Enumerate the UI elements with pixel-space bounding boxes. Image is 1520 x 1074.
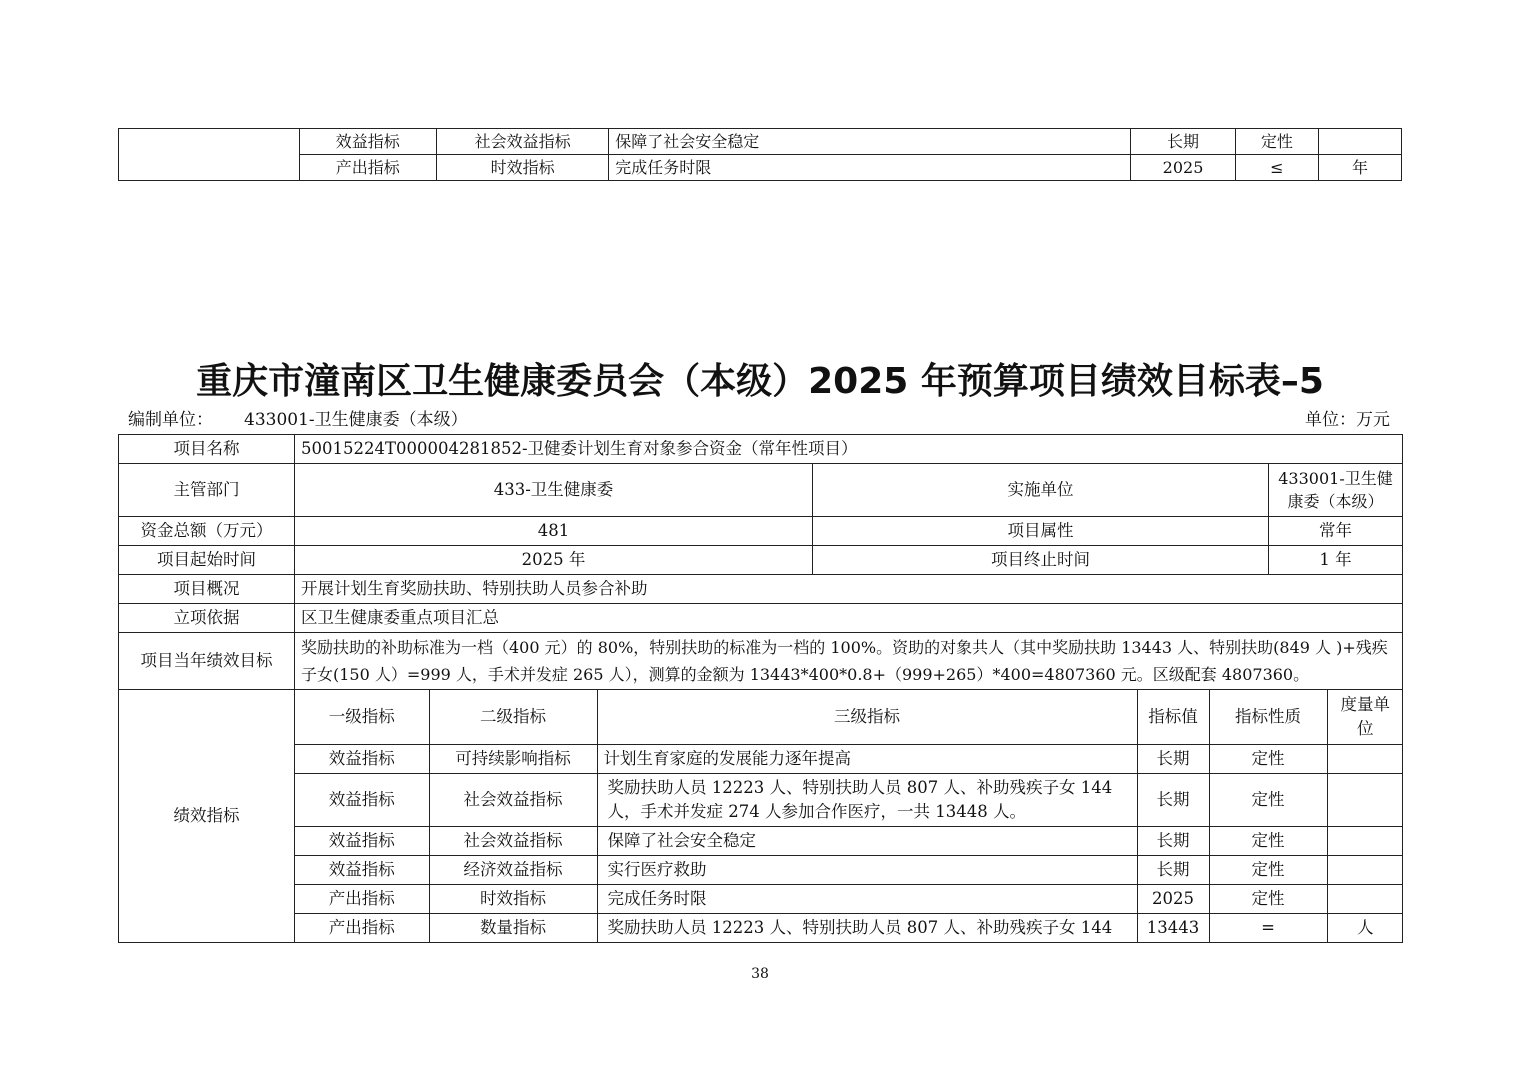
table-cell: 长期 — [1137, 827, 1209, 856]
table-cell — [1327, 745, 1403, 774]
table-cell: 定性 — [1235, 129, 1318, 155]
start-value: 2025 年 — [295, 546, 813, 575]
empty-cell — [119, 129, 300, 181]
table-cell: 产出指标 — [295, 885, 429, 914]
table-row — [119, 464, 1403, 517]
table-cell: 时效指标 — [429, 885, 597, 914]
table-cell: 产出指标 — [299, 155, 436, 181]
table-cell: 人 — [1327, 914, 1403, 943]
overview-label: 项目概况 — [119, 575, 295, 604]
table-cell: 完成任务时限 — [597, 885, 1137, 914]
table-cell: 产出指标 — [295, 914, 429, 943]
end-value: 1 年 — [1269, 546, 1403, 575]
table-cell: 定性 — [1209, 745, 1327, 774]
table-cell: ≤ — [1235, 155, 1318, 181]
table-row — [295, 885, 1403, 914]
table-row — [295, 914, 1403, 943]
table-cell: 定性 — [1209, 856, 1327, 885]
table-cell: 效益指标 — [295, 856, 429, 885]
table-cell: 定性 — [1209, 885, 1327, 914]
funds-value: 481 — [295, 517, 813, 546]
indicator-header-row — [295, 690, 1403, 745]
table-cell: 完成任务时限 — [609, 155, 1131, 181]
table-cell: 经济效益指标 — [429, 856, 597, 885]
meta-row — [128, 408, 1390, 432]
table-row — [295, 745, 1403, 774]
table-row — [295, 827, 1403, 856]
table-cell: 可持续影响指标 — [429, 745, 597, 774]
table-row — [119, 690, 1403, 943]
header-level3: 三级指标 — [597, 690, 1137, 745]
table-row — [119, 546, 1403, 575]
indicator-table — [295, 690, 1403, 942]
end-label: 项目终止时间 — [813, 546, 1269, 575]
continued-indicator-table — [118, 128, 1402, 181]
table-cell: 长期 — [1137, 774, 1209, 827]
table-cell: 年 — [1318, 155, 1401, 181]
currency-unit: 单位：万元 — [1305, 410, 1390, 430]
goal-value: 奖励扶助的补助标准为一档（400 元）的 80%，特别扶助的标准为一档的 100%。资助的对象共人（其中奖励扶助 13443 人、特别扶助(849 人 )+残疾子女(150 人）=999 人，手术并发症 265 人），测算的金额为 13443*400*0.8+（999+265）*400=4807360 元。区级配套 4807360。 — [295, 633, 1403, 690]
table-row — [119, 155, 1402, 181]
table-cell: 长期 — [1137, 856, 1209, 885]
table-cell: 效益指标 — [295, 745, 429, 774]
table-cell: 实行医疗救助 — [597, 856, 1137, 885]
impl-value: 433001-卫生健康委（本级） — [1269, 464, 1403, 517]
basis-label: 立项依据 — [119, 604, 295, 633]
table-cell: 13443 — [1137, 914, 1209, 943]
dept-value: 433-卫生健康委 — [295, 464, 813, 517]
table-row — [119, 435, 1403, 464]
table-cell: 社会效益指标 — [429, 827, 597, 856]
header-level1: 一级指标 — [295, 690, 429, 745]
table-cell: 社会效益指标 — [436, 129, 608, 155]
table-cell — [1327, 827, 1403, 856]
table-row — [119, 604, 1403, 633]
project-name-label: 项目名称 — [119, 435, 295, 464]
project-name-value: 50015224T000004281852-卫健委计划生育对象参合资金（常年性项目） — [295, 435, 1403, 464]
project-table — [118, 434, 1403, 943]
table-cell: 计划生育家庭的发展能力逐年提高 — [597, 745, 1137, 774]
table-cell: = — [1209, 914, 1327, 943]
table-cell: 长期 — [1137, 745, 1209, 774]
table-cell: 效益指标 — [299, 129, 436, 155]
table-cell: 社会效益指标 — [429, 774, 597, 827]
table-cell — [1327, 856, 1403, 885]
header-nature: 指标性质 — [1209, 690, 1327, 745]
table-cell — [1327, 774, 1403, 827]
compiling-unit-label: 编制单位： — [128, 410, 213, 430]
table-cell: 奖励扶助人员 12223 人、特别扶助人员 807 人、补助残疾子女 144 — [597, 914, 1137, 943]
table-cell: 效益指标 — [295, 774, 429, 827]
header-value: 指标值 — [1137, 690, 1209, 745]
table-row — [119, 517, 1403, 546]
table-cell: 效益指标 — [295, 827, 429, 856]
header-unit: 度量单位 — [1327, 690, 1403, 745]
table-cell: 数量指标 — [429, 914, 597, 943]
table-cell — [1318, 129, 1401, 155]
table-cell: 时效指标 — [436, 155, 608, 181]
table-cell: 2025 — [1137, 885, 1209, 914]
compiling-unit-value: 433001-卫生健康委（本级） — [244, 410, 468, 430]
dept-label: 主管部门 — [119, 464, 295, 517]
indicator-container — [295, 690, 1403, 943]
funds-label: 资金总额（万元） — [119, 517, 295, 546]
overview-value: 开展计划生育奖励扶助、特别扶助人员参合补助 — [295, 575, 1403, 604]
table-cell: 保障了社会安全稳定 — [609, 129, 1131, 155]
table-cell: 保障了社会安全稳定 — [597, 827, 1137, 856]
table-cell: 奖励扶助人员 12223 人、特别扶助人员 807 人、补助残疾子女 144 人，手术并发症 274 人参加合作医疗，一共 13448 人。 — [597, 774, 1137, 827]
table-cell: 长期 — [1131, 129, 1236, 155]
table-cell — [1327, 885, 1403, 914]
table-row — [119, 633, 1403, 690]
table-cell: 定性 — [1209, 827, 1327, 856]
table-row — [295, 774, 1403, 827]
goal-label: 项目当年绩效目标 — [119, 633, 295, 690]
table-cell: 2025 — [1131, 155, 1236, 181]
basis-value: 区卫生健康委重点项目汇总 — [295, 604, 1403, 633]
compiling-unit — [128, 408, 468, 432]
table-row — [295, 856, 1403, 885]
table-row — [119, 129, 1402, 155]
attr-value: 常年 — [1269, 517, 1403, 546]
impl-label: 实施单位 — [813, 464, 1269, 517]
table-cell: 定性 — [1209, 774, 1327, 827]
table-row — [119, 575, 1403, 604]
start-label: 项目起始时间 — [119, 546, 295, 575]
header-level2: 二级指标 — [429, 690, 597, 745]
page-number: 38 — [751, 966, 769, 982]
attr-label: 项目属性 — [813, 517, 1269, 546]
perf-label: 绩效指标 — [119, 690, 295, 943]
page-title: 重庆市潼南区卫生健康委员会（本级）2025 年预算项目绩效目标表–5 — [196, 361, 1324, 402]
